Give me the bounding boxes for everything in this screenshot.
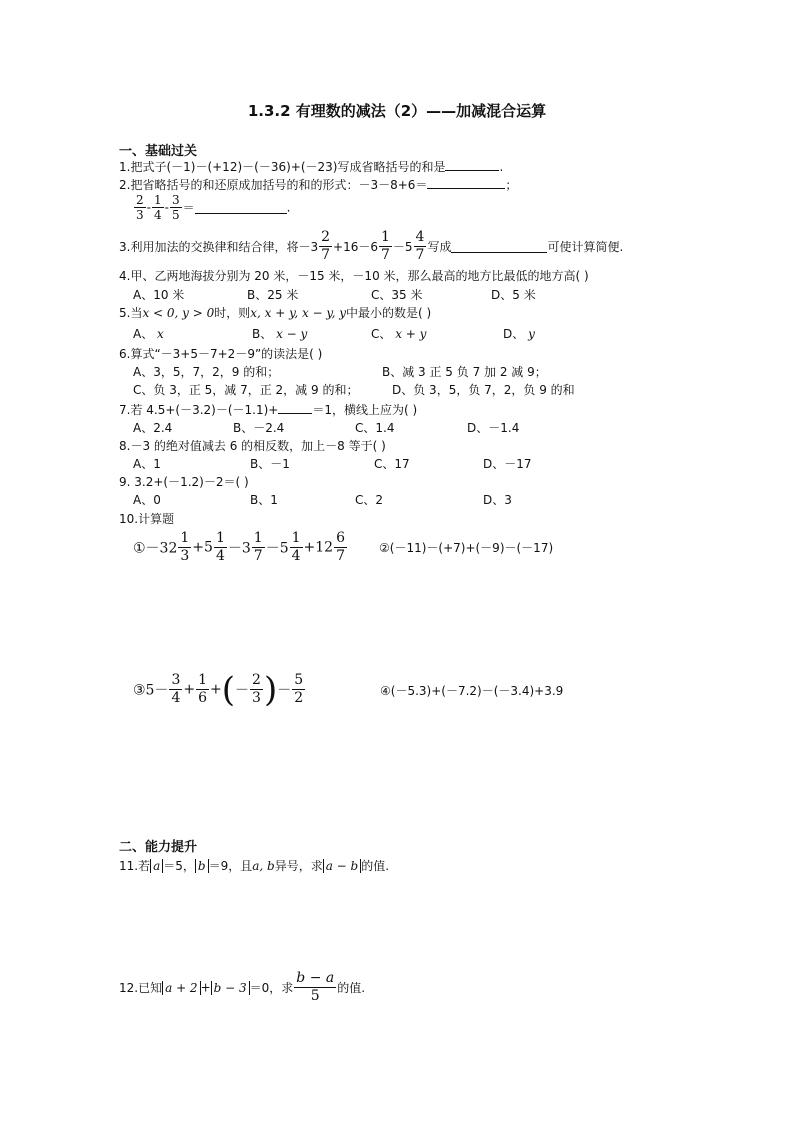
question-2-expression: $\frac{2}{3}$ - $\frac{1}{4}$ - $\frac{3}{5}$ ＝ . (136, 193, 291, 222)
fraction: $\frac{3}{5}$ (171, 193, 180, 222)
option-c: C、1.4 (355, 421, 395, 435)
question-2: 2.把省略括号的和还原成加括号的和的形式：－3－8+6＝ ； (119, 178, 518, 192)
fraction: $\frac{1}{6}$ (198, 672, 208, 706)
answer-blank (451, 240, 547, 253)
question-3: 3.利用加法的交换律和结合律，将－3 $\frac{2}{7}$ +16－6 $\frac{1}{7}$ －5 $\frac{4}{7}$ 写成 可使计算简便. (119, 229, 624, 263)
option-a: A、1 (133, 457, 161, 471)
fraction: $\frac{3}{4}$ (171, 672, 181, 706)
calc-problem-4: ④(－5.3)+(－7.2)－(－3.4)+3.9 (380, 684, 564, 698)
fraction: $\frac{4}{7}$ (415, 229, 425, 263)
fraction: $\frac{1}{4}$ (291, 530, 301, 564)
option-a: A、 x (133, 327, 164, 341)
answer-blank (445, 158, 499, 171)
fraction: $\frac{1}{3}$ (180, 530, 190, 564)
section-heading-basic: 一、基础过关 (119, 144, 198, 159)
fraction: $\frac{2}{7}$ (321, 229, 331, 263)
question-2-text: 2.把省略括号的和还原成加括号的和的形式：－3－8+6＝ (119, 178, 428, 192)
fraction: $\frac{6}{7}$ (336, 530, 346, 564)
question-11: 11.若 a ＝5， b ＝9，且a, b异号，求 a − b 的值. (119, 859, 390, 873)
fraction: $\frac{2}{3}$ (136, 193, 144, 222)
option-b: B、减 3 正 5 负 7 加 2 减 9； (382, 365, 547, 379)
option-c: C、17 (374, 457, 410, 471)
fraction: $\frac{1}{7}$ (380, 229, 390, 263)
option-c: C、35 米 (371, 288, 423, 302)
question-12: 12.已知 a + 2 + b − 3 ＝0，求 $\frac{b - a}{5}$ 的值. (119, 970, 366, 1004)
option-b: B、25 米 (247, 288, 299, 302)
answer-blank (195, 201, 287, 214)
option-d: D、3 (483, 493, 512, 507)
option-c: C、 x + y (371, 327, 427, 341)
option-a: A、2.4 (133, 421, 173, 435)
question-6: 6.算式“－3+5－7+2－9”的读法是( ) (119, 347, 323, 361)
question-1: 1.把式子(－1)－(+12)－(－36)+(－23)写成省略括号的和是 . (119, 160, 504, 174)
fraction: $\frac{1}{7}$ (253, 530, 263, 564)
question-10-title: 10.计算题 (119, 512, 175, 526)
question-7: 7.若 4.5+(－3.2)－(－1.1)+ ＝1，横线上应为( ) (119, 403, 418, 417)
section-heading-advanced: 二、能力提升 (119, 840, 198, 855)
option-b: B、1 (250, 493, 278, 507)
question-5: 5.当x < 0, y > 0时，则x, x + y, x − y, y中最小的数是( ) (119, 306, 432, 320)
option-a: A、0 (133, 493, 161, 507)
fraction: $\frac{5}{2}$ (294, 672, 304, 706)
fraction: $\frac{2}{3}$ (252, 672, 261, 706)
option-d: D、负 3，5，负 7，2，负 9 的和 (392, 383, 575, 397)
option-a: A、10 米 (133, 288, 185, 302)
page-title: 1.3.2 有理数的减法（2）——加减混合运算 (247, 102, 547, 120)
calc-problem-1: ①－32 $\frac{1}{3}$ +5 $\frac{1}{4}$ －3 $\frac{1}{7}$ －5 $\frac{1}{4}$ +12 $\frac{6}{7}$ (133, 530, 346, 564)
calc-problem-3: ③5－ $\frac{3}{4}$ + $\frac{1}{6}$ +(－ $\frac{2}{3}$ )－ $\frac{5}{2}$ (133, 669, 304, 710)
option-d: D、－17 (483, 457, 532, 471)
question-1-text: 1.把式子(－1)－(+12)－(－36)+(－23)写成省略括号的和是 (119, 160, 446, 174)
option-d: D、－1.4 (467, 421, 520, 435)
fraction: $\frac{1}{4}$ (215, 530, 225, 564)
question-8: 8.－3 的绝对值减去 6 的相反数，加上－8 等于( ) (119, 439, 386, 453)
option-d: D、5 米 (491, 288, 536, 302)
option-d: D、 y (503, 327, 535, 341)
option-c: C、2 (355, 493, 384, 507)
question-9: 9. 3.2+(－1.2)－2＝( ) (119, 475, 249, 489)
fraction: $\frac{b - a}{5}$ (296, 970, 335, 1004)
option-b: B、－1 (250, 457, 290, 471)
question-4: 4.甲、乙两地海拔分别为 20 米，－15 米，－10 米，那么最高的地方比最低的地方高( ) (119, 269, 589, 283)
option-a: A、3，5，7，2，9 的和； (133, 365, 280, 379)
option-b: B、－2.4 (233, 421, 285, 435)
answer-blank (427, 176, 505, 189)
calc-problem-2: ②(－11)－(+7)+(－9)－(－17) (379, 541, 554, 555)
option-b: B、 x − y (252, 327, 308, 341)
answer-blank (278, 401, 312, 414)
option-c: C、负 3，正 5，减 7，正 2，减 9 的和； (133, 383, 359, 397)
fraction: $\frac{1}{4}$ (153, 193, 162, 222)
